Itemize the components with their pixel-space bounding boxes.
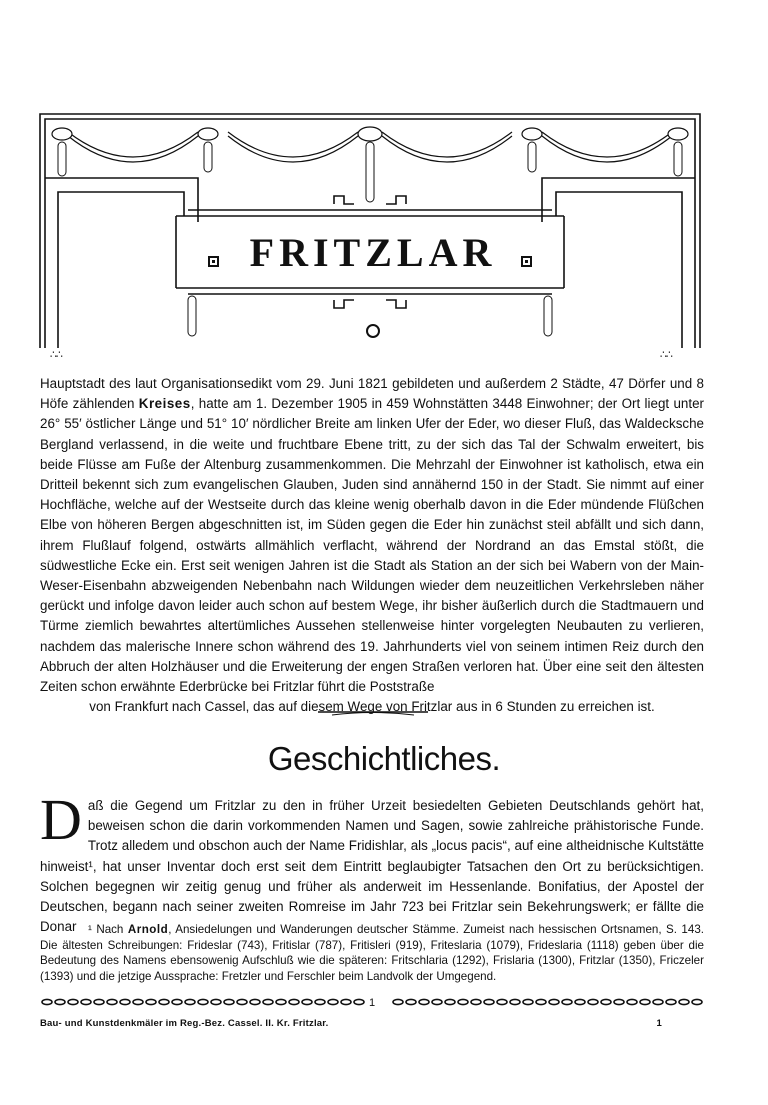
- page-number: 1: [656, 1018, 662, 1029]
- chain-link: [627, 999, 637, 1004]
- corner-ornament-left-icon: ∴∴: [50, 348, 62, 361]
- history-section: [40, 787, 704, 937]
- chain-link: [458, 999, 468, 1004]
- square-ornament-icon: [521, 256, 532, 267]
- chain-link: [159, 999, 169, 1004]
- chain-link: [640, 999, 650, 1004]
- chain-link: [406, 999, 416, 1004]
- chain-link: [692, 999, 702, 1004]
- chain-link: [471, 999, 481, 1004]
- footnote-text: [40, 922, 704, 984]
- chain-link: [302, 999, 312, 1004]
- chain-link: [679, 999, 689, 1004]
- footnote-marker: ¹ Nach: [88, 923, 128, 936]
- intro-text-b: , hatte am 1. Dezember 1905 in 459 Wohnstätten 3448 Einwohner; der Ort liegt unter 26° 55′ östlicher Länge und 51° 10′ nördlicher Breite am linken Ufer der Eder, wo dieser Fluß, das Waldecksche Bergland verlassend, in die weite und fruchtbare Ebene tritt, zu der sich das Tal der Schwalm erweitert, bis beide Flüsse am Fuße der Altenburg zusammenkommen. Die Mehrzahl der Einwohner ist katholisch, etwa ein Dritteil bekennt sich zum evangelischen Glauben, Juden sind annähernd 150 in der Stadt. Sie nimmt auf einer Hochfläche, welche auf der Westseite durch das kleine wenig oberhalb davon in die Eder mündende Flüßchen Elbe von höheren Bergen abgeschnitten ist, im Süden gegen die Eder hin zunächst steil abfällt und sich dann, ihrem Flußlauf folgend, ostwärts allmählich verflacht, während der Nordrand an das Emstal stößt, die südwestliche Ecke ein. Erst seit wenigen Jahren ist die Stadt als Station an der sich bei Wabern von der Main-Weser-Eisenbahn abzweigenden Nebenbahn nach Wildungen wieder dem neuzeitlichen Verkehrsleben näher gerückt und infolge davon leider auch schon auf bestem Wege, ihr bisher äußerlich durch die Stadtmauern und Türme ziemlich bewahrtes altertümliches Aussehen stellenweise hinter vorgelegten Neubauten zu verlieren, nachdem das malerische Innere schon während des 19. Jahrhunderts viel von seinem intimen Reiz durch den Abbruch der alten Holzhäuser und die Erweiterung der engen Straßen verloren hat. Über eine seit den ältesten Zeiten schon erwähnte Ederbrücke bei Fritzlar führt die Poststraße: [40, 396, 704, 695]
- chain-link: [354, 999, 364, 1004]
- kreises-term: Kreises: [138, 396, 191, 412]
- history-text: aß die Gegend um Fritzlar zu den in früher Urzeit besiedelten Gebieten Deutschlands gehört hat, beweisen schon die darin vorkommenden Namen und Sagen, sowie zahlreiche prähistorische Funde. Trotz alledem und obschon auch der Name Fridishlar, als „locus pacis“, auf eine altheidnische Kultstätte hinweist¹, hat unser Inventar doch erst seit dem Eintritt beglaubigter Tatsachen den Ort zu berücksichtigen. Solchen begegnen wir zeitig genug und früher als anderweit im Hessenlande. Bonifatius, der Apostel der Deutschen, begann nach seiner zweiten Romreise im Jahr 723 bei Fritzlar sein Bekehrungswerk; er fällte die Donar: [40, 798, 704, 935]
- chain-link: [601, 999, 611, 1004]
- chain-link: [549, 999, 559, 1004]
- footnote: [40, 922, 704, 984]
- chain-link: [185, 999, 195, 1004]
- intro-text-a: Hauptstadt des laut Organisationsedikt vom 29. Juni 1821 gebildeten und außerdem 2 Städte, 47 Dörfer und 8 Höfe zählenden: [40, 376, 704, 412]
- chain-link: [614, 999, 624, 1004]
- sheet-mark: 1: [368, 997, 376, 1007]
- chain-link: [328, 999, 338, 1004]
- footer: [40, 1018, 704, 1029]
- chain-link: [666, 999, 676, 1004]
- chain-link: [237, 999, 247, 1004]
- chain-link: [198, 999, 208, 1004]
- chain-link: [68, 999, 78, 1004]
- chain-link: [419, 999, 429, 1004]
- title-box: [176, 216, 570, 288]
- intro-last-line: von Frankfurt nach Cassel, das auf diesem Wege von Fritzlar aus in 6 Stunden zu erreichen ist.: [89, 699, 655, 715]
- chain-link: [107, 999, 117, 1004]
- chain-link: [315, 999, 325, 1004]
- chain-link: [445, 999, 455, 1004]
- chain-link: [250, 999, 260, 1004]
- chain-link: [94, 999, 104, 1004]
- chain-link: [55, 999, 65, 1004]
- chain-link: [432, 999, 442, 1004]
- drop-cap: D: [40, 787, 82, 852]
- section-divider: [318, 709, 428, 717]
- square-ornament-icon: [208, 256, 219, 267]
- page-title: FRITZLAR: [249, 229, 497, 275]
- chain-link: [263, 999, 273, 1004]
- chain-link: [289, 999, 299, 1004]
- chain-link: [172, 999, 182, 1004]
- seal-icon: [366, 324, 380, 338]
- chain-link: [536, 999, 546, 1004]
- chain-link: [146, 999, 156, 1004]
- chain-link: [523, 999, 533, 1004]
- chain-link: [575, 999, 585, 1004]
- chain-link: [393, 999, 403, 1004]
- bottom-ornament-rule: [40, 997, 704, 1007]
- chain-link: [42, 999, 52, 1004]
- corner-ornament-right-icon: ∴∴: [660, 348, 672, 361]
- chain-link: [653, 999, 663, 1004]
- chain-link: [341, 999, 351, 1004]
- footnote-body: , Ansiedelungen und Wanderungen deutscher Stämme. Zumeist nach hessischen Ortsnamen, S. 143. Die ältesten Schreibungen: Frideslar (743), Fritislar (787), Fritisleri (919), Friteslaria (1079), Frideslaria (1118) geben über die Bedeutung des Namens ebensowenig Aufschluß wie die späteren: Fritschlaria (1292), Frislaria (1300), Fritzlar (1350), Friczeler (1393) und die jetzige Aussprache: Fretzler und Ferschler beim Landvolk der Umgegend.: [40, 923, 705, 983]
- chain-link: [588, 999, 598, 1004]
- chain-link: [211, 999, 221, 1004]
- chain-link: [562, 999, 572, 1004]
- intro-paragraph: [40, 374, 704, 697]
- chain-link: [120, 999, 130, 1004]
- chain-link: [276, 999, 286, 1004]
- chain-link: [133, 999, 143, 1004]
- chain-link: [510, 999, 520, 1004]
- chain-link: [81, 999, 91, 1004]
- intro-section: [40, 374, 704, 717]
- chain-link: [224, 999, 234, 1004]
- footnote-author: Arnold: [127, 923, 169, 936]
- running-title: Bau- und Kunstdenkmäler im Reg.-Bez. Cassel. II. Kr. Fritzlar.: [40, 1018, 329, 1029]
- section-heading: Geschichtliches.: [267, 740, 501, 777]
- chain-link: [497, 999, 507, 1004]
- history-paragraph: [40, 787, 704, 937]
- chain-link: [484, 999, 494, 1004]
